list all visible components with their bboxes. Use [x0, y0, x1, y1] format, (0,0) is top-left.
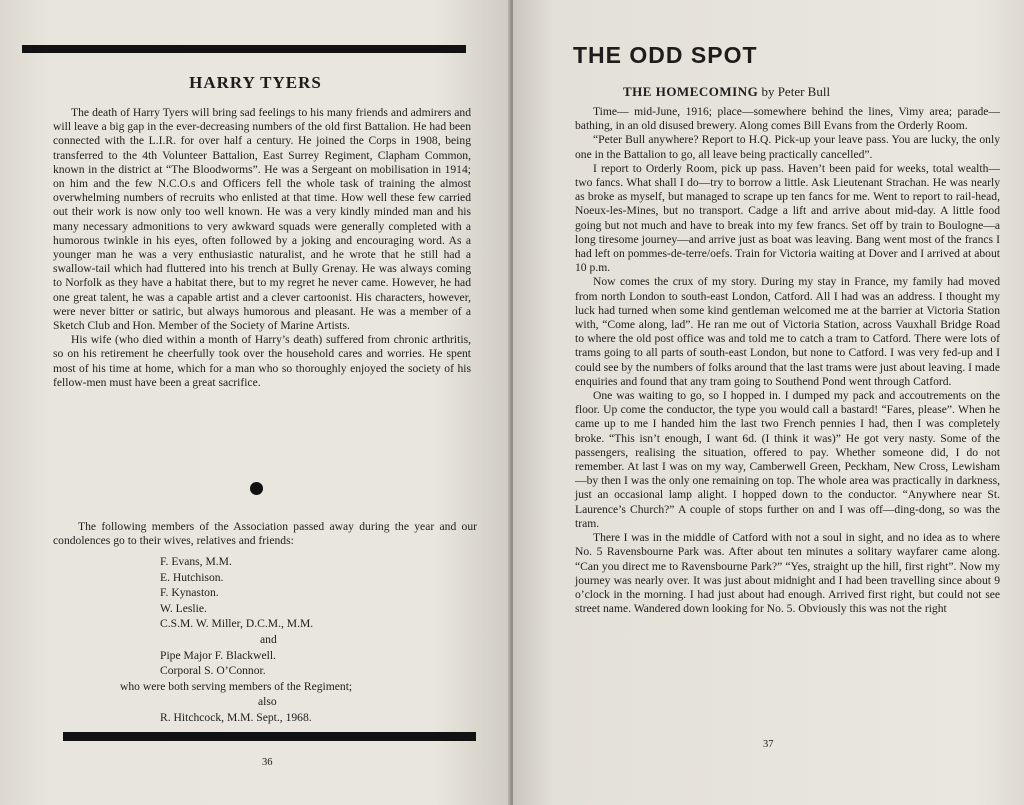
memorial-list [120, 554, 420, 726]
member-name: C.S.M. W. Miller, D.C.M., M.M. [160, 617, 314, 631]
right-page [513, 0, 1024, 805]
member-name: Corporal S. O’Connor. [160, 664, 266, 678]
story-body [575, 105, 1000, 616]
member-name: E. Hutchison. [160, 570, 224, 584]
story-paragraph-4: Now comes the crux of my story. During my stay in France, my family had moved from north London to south-east London, Catford. All I had was an address. I thought my luck had turned when some kind gentleman welcomed me at the barrier at Victoria Station with, “Come along, lad”. He ran me out of Victoria Station, across Vauxhall Bridge Road to where the old post office was and told me to catch a tram to Catford. There were lots of trams going to all parts of south-east London, but none to Catford. I was very fed-up and I could see by the numbers of folks around that the last trams were just about leaving. I made enquiries and found that any tram going to Southend Pond went through Catford. [575, 275, 1000, 388]
story-title-text: THE HOMECOMING [623, 84, 759, 99]
serving-note: who were both serving members of the Regiment; [120, 679, 353, 693]
story-paragraph-3: I report to Orderly Room, pick up pass. Haven’t been paid for weeks, total wealth—two fancs. What shall I do—try to borrow a little. Ask Lieutenant Strachan. He was nearly as broke as myself, but managed to scrape up ten fancs for me. Went to report to rail-head, Noeux-les-Mines, but no transport. Cadge a lift and arrive about mid-day. A little food going but not much and have to break into my few francs. Set off by train to Boulogne—a long tiresome journey—and arrive just as boat was leaving. Bang went most of the francs I had left on pommes-de-terre/oefs. Train for Victoria waiting at Dover and I arrived at about 10 p.m. [575, 161, 1000, 275]
memorial-intro-text: The following members of the Association passed away during the year and our condolences go to their wives, relatives and friends: [53, 520, 477, 548]
bottom-rule [63, 732, 476, 741]
story-byline: by Peter Bull [761, 84, 831, 99]
top-rule [22, 45, 466, 53]
bullet-dot [250, 482, 263, 495]
obituary-paragraph-1: The death of Harry Tyers will bring sad feelings to his many friends and admirers and will leave a big gap in the ever-decreasing numbers of the old first Battalion. He had been connected with the L.I.R. for over half a century. He joined the Corps in 1908, being transferred to the 4th Volunteer Battalion, East Surrey Regiment, Clapham Common, known in the district at “The Bloodworms”. He was a Sergeant on mobilisation in 1914; on him and the few N.C.O.s and Officers fell the whole task of training the almost overwhelming numbers of recruits who enlisted at that time. How well these few carried out their work is now only too well known. He was a very kindly minded man and his many necessary admonitions to very awkward squads were generally completed with a humorous twinkle in his eyes, often followed by a joking and encouraging word. As a younger man he was a very enthusiastic naturalist, and he wrote that he still had a swallow-tail which had fluttered into his trench at Bully Grenay. He was always coming to Norfolk as they have a habitat there, but to my regret he never came. However, he had one great talent, he was a capable artist and a clever cartoonist. His characters, however, were never bitter or satiric, but always humorous and pleasant. He was a member of a Sketch Club and Hon. Member of the Society of Marine Artists. [53, 106, 471, 333]
story-paragraph-5: One was waiting to go, so I hopped in. I dumped my pack and accoutrements on the floor. Up come the conductor, the type you would call a bastard! “Fares, please”. When he came up to me I handed him the last two French pennies I had, then I was completely broke. “This isn’t enough, I want 6d. (I think it was)” He got very nasty. Some of the passengers, realising the situation, offered to pay. Whether someone did, I do not remember. At last I was on my way, Camberwell Green, Peckham, New Cross, Lewisham—by then I was the only one remaining on top. The whole area was practically in darkness, just an occasional lamp alight. I hopped down to the conductor. “Anywhere near St. Laurence’s Church?” A couple of stops further on and I was off—ding-dong, so was the tram. [575, 389, 1000, 530]
story-paragraph-6: There I was in the middle of Catford with not a soul in sight, and no idea as to where No. 5 Ravensbourne Park was. After about ten minutes a solitary wayfarer came along. “Can you direct me to Ravensbourne Park?” “Yes, straight up the hill, first right”. Now my journey was nearly over. It was just about midnight and I had been travelling since about 9 o’clock in the morning. I had just about had enough. Arrived first right, but could not see street name. Wandered down looking for No. 5. Obviously this was not the right [575, 531, 1000, 616]
and-text: and [260, 632, 277, 646]
member-name: Pipe Major F. Blackwell. [160, 648, 276, 662]
story-paragraph-1: Time— mid-June, 1916; place—somewhere behind the lines, Vimy area; parade—bathing, in an old disused brewery. Along comes Bill Evans from the Orderly Room. [575, 105, 1000, 133]
member-name: R. Hitchcock, M.M. Sept., 1968. [160, 710, 312, 724]
obituary-heading: HARRY TYERS [189, 73, 322, 92]
story-title [623, 84, 830, 100]
left-page [0, 0, 511, 805]
member-name: F. Kynaston. [160, 586, 219, 600]
page-number: 36 [262, 757, 273, 768]
memorial-intro [53, 520, 477, 548]
story-paragraph-2: “Peter Bull anywhere? Report to H.Q. Pick-up your leave pass. You are lucky, the only one in the Battalion to go, all leave being practically cancelled”. [575, 133, 1000, 161]
obituary-body [53, 106, 471, 390]
page-number: 37 [763, 739, 774, 750]
section-title: THE ODD SPOT [573, 42, 758, 68]
member-name: W. Leslie. [160, 601, 207, 615]
member-name: F. Evans, M.M. [160, 555, 232, 568]
obituary-paragraph-2: His wife (who died within a month of Harry’s death) suffered from chronic arthritis, so on his retirement he cheerfully took over the household cares and worries. He spent most of his time at home, which for a man who so thoroughly enjoyed the society of his fellow-men must have been a great sacrifice. [53, 333, 471, 389]
also-text: also [258, 695, 277, 709]
